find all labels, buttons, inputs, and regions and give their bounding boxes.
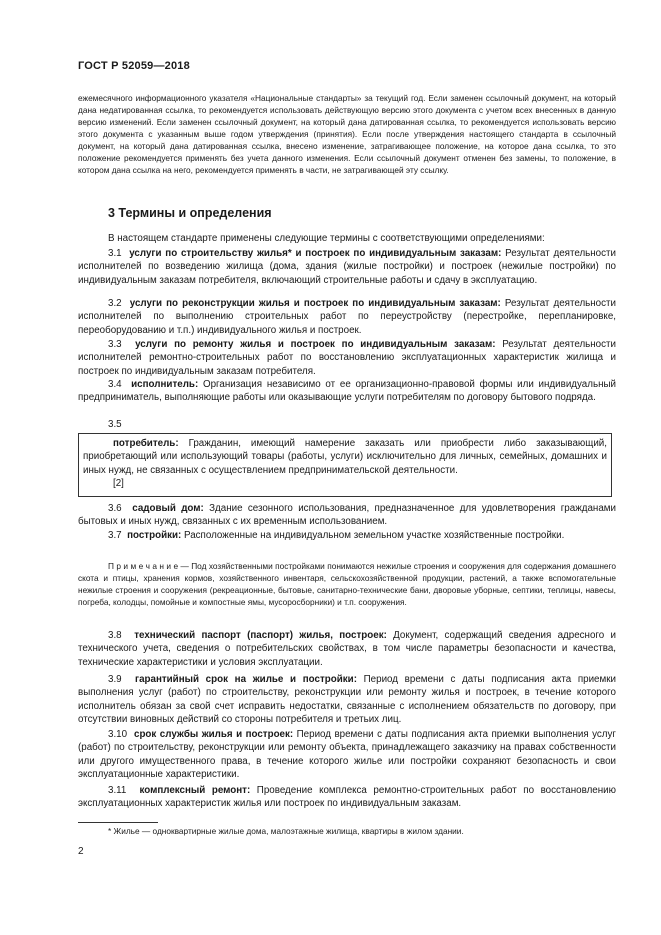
term-number: 3.4: [108, 379, 122, 390]
term-definition: Результат деятельности исполнителей по выполнению строительных работ по переустройству (перестройке, перепланировке, переоборудованию и т.п.) индивидуального жилья и построек.: [78, 298, 616, 336]
term-number: 3.8: [108, 630, 122, 641]
term-number: 3.10: [108, 729, 128, 740]
term-3-6: [78, 502, 616, 529]
term-title: комплексный ремонт:: [139, 785, 251, 796]
term-title: услуги по ремонту жилья и построек по индивидуальным заказам:: [135, 339, 496, 350]
term-3-11: [78, 784, 616, 811]
term-title: срок службы жилья и построек:: [134, 729, 294, 740]
term-number: 3.6: [108, 503, 122, 514]
term-3-5-box: [78, 433, 612, 497]
footnote: * Жилье — одноквартирные жилые дома, малоэтажные жилища, квартиры в жилом здании.: [108, 826, 464, 836]
term-definition: Результат деятельности исполнителей по возведению жилища (дома, здания (жилые постройки) и построек (нежилые постройки) по индивидуальным заказам потребителя, включающий строительные работы и сдачу в эксплуатацию.: [78, 248, 616, 286]
term-definition: Документ, содержащий сведения адресного и технического учета, сведения о потребительских свойствах, в том числе параметры безопасности и качества, технические характеристики и условия эксплуатации.: [78, 630, 616, 668]
term-3-10: [78, 728, 616, 782]
term-3-5: [79, 437, 611, 477]
term-3-1: [78, 247, 616, 287]
term-definition: Расположенные на индивидуальном земельном участке хозяйственные постройки.: [181, 530, 565, 541]
term-title: постройки:: [127, 530, 182, 541]
term-definition: Здание сезонного использования, предназначенное для удовлетворения гражданами бытовых и иных нужд, связанных с их временным использованием.: [78, 503, 616, 528]
term-number: 3.1: [108, 248, 122, 259]
term-number: 3.2: [108, 298, 122, 309]
note-text: — Под хозяйственными постройками понимаются нежилые строения и сооружения для содержания домашнего скота и птицы, хранения кормов, хозяйственного инвентаря, сельскохозяйственной продукции, растений, а также вспомогательные нежилые строения и сооружения (рекреационные, бытовые, санитарно-технические бани, дворовые уборные, септики, теплицы, навесы, погреба, колодцы, помойные и компостные ямы, мусоросборники) и т.п. сооружения.: [78, 561, 616, 607]
term-3-3: [78, 338, 616, 378]
term-definition: Период времени с даты подписания акта приемки выполнения услуг (работ) по строительству, реконструкции или ремонту жилья и построек, в течение которого исполнитель обязан за свой счет исправить недостатки, связанные с исполнением обязательств по договору, при отсутствии виновных действий со стороны потребителя и третьих лиц.: [78, 674, 616, 726]
term-definition: Период времени с даты подписания акта приемки выполнения услуг (работ) по строительству, реконструкции или ремонту объекта, принадлежащего заказчику на правах собственности или другого имущественного права, в течение которого жилье или постройки сохраняют безопасность и свои эксплуатационные характеристики.: [78, 729, 616, 781]
term-title: технический паспорт (паспорт) жилья, построек:: [134, 630, 387, 641]
page-number: 2: [78, 846, 84, 857]
term-title: гарантийный срок на жилье и постройки:: [134, 674, 357, 685]
term-number: 3.3: [108, 339, 122, 350]
term-number: 3.9: [108, 674, 122, 685]
term-3-5-number: 3.5: [108, 419, 122, 430]
term-number: 3.11: [108, 785, 127, 796]
note-label: П р и м е ч а н и е: [108, 561, 179, 571]
term-title: исполнитель:: [131, 379, 199, 390]
term-3-4: [78, 378, 616, 405]
section-lead: В настоящем стандарте применены следующие термины с соответствующими определениями:: [108, 233, 545, 244]
term-title: садовый дом:: [132, 503, 204, 514]
term-title: услуги по строительству жилья* и построек по индивидуальным заказам:: [129, 248, 502, 259]
term-definition: Организация независимо от ее организационно-правовой формы или индивидуальный предприниматель, выполняющие работы или оказывающие услуги потребителям по договору бытового подряда.: [78, 379, 616, 404]
section-title: 3 Термины и определения: [108, 206, 272, 220]
term-number: 3.7: [108, 530, 122, 541]
document-header: ГОСТ Р 52059—2018: [78, 60, 190, 72]
note: [78, 560, 616, 608]
term-title: потребитель:: [113, 438, 179, 449]
term-definition: Проведение комплекса ремонтно-строительных работ по восстановлению эксплуатационных характеристик жилья или построек по индивидуальным заказам.: [78, 785, 616, 810]
footnote-divider: [78, 822, 158, 823]
term-definition: Гражданин, имеющий намерение заказать или приобрести либо заказывающий, приобретающий или использующий товары (работы, услуги) исключительно для личных, семейных, домашних и иных нужд, не связанных с осуществлением предпринимательской деятельности.: [83, 438, 607, 476]
term-3-2: [78, 297, 616, 337]
term-3-5-reference: [2]: [113, 478, 124, 490]
term-title: услуги по реконструкции жилья и построек по индивидуальным заказам:: [129, 298, 501, 309]
term-3-9: [78, 673, 616, 727]
term-3-8: [78, 629, 616, 669]
term-3-7: [78, 529, 616, 542]
intro-paragraph: ежемесячного информационного указателя «Национальные стандарты» за текущий год. Если заменен ссылочный документ, на который дана недатированная ссылка, то рекомендуется использовать действующую версию этого документа с учетом всех внесенных в данную версию изменений. Если заменен ссылочный документ, на который дана датированная ссылка, то рекомендуется использовать версию этого документа с указанным выше годом утверждения (принятия). Если после утверждения настоящего стандарта в ссылочный документ, на который дана датированная ссылка, внесено изменение, затрагивающее положение, на которое дана ссылка, то это положение рекомендуется применять без учета данного изменения. Если ссылочный документ отменен без замены, то положение, в котором дана ссылка на него, рекомендуется применять в части, не затрагивающей эту ссылку.: [78, 93, 616, 175]
term-definition: Результат деятельности исполнителей ремонтно-строительных работ по восстановлению эксплуатационных характеристик жилища и построек по индивидуальным заказам потребителя.: [78, 339, 616, 377]
